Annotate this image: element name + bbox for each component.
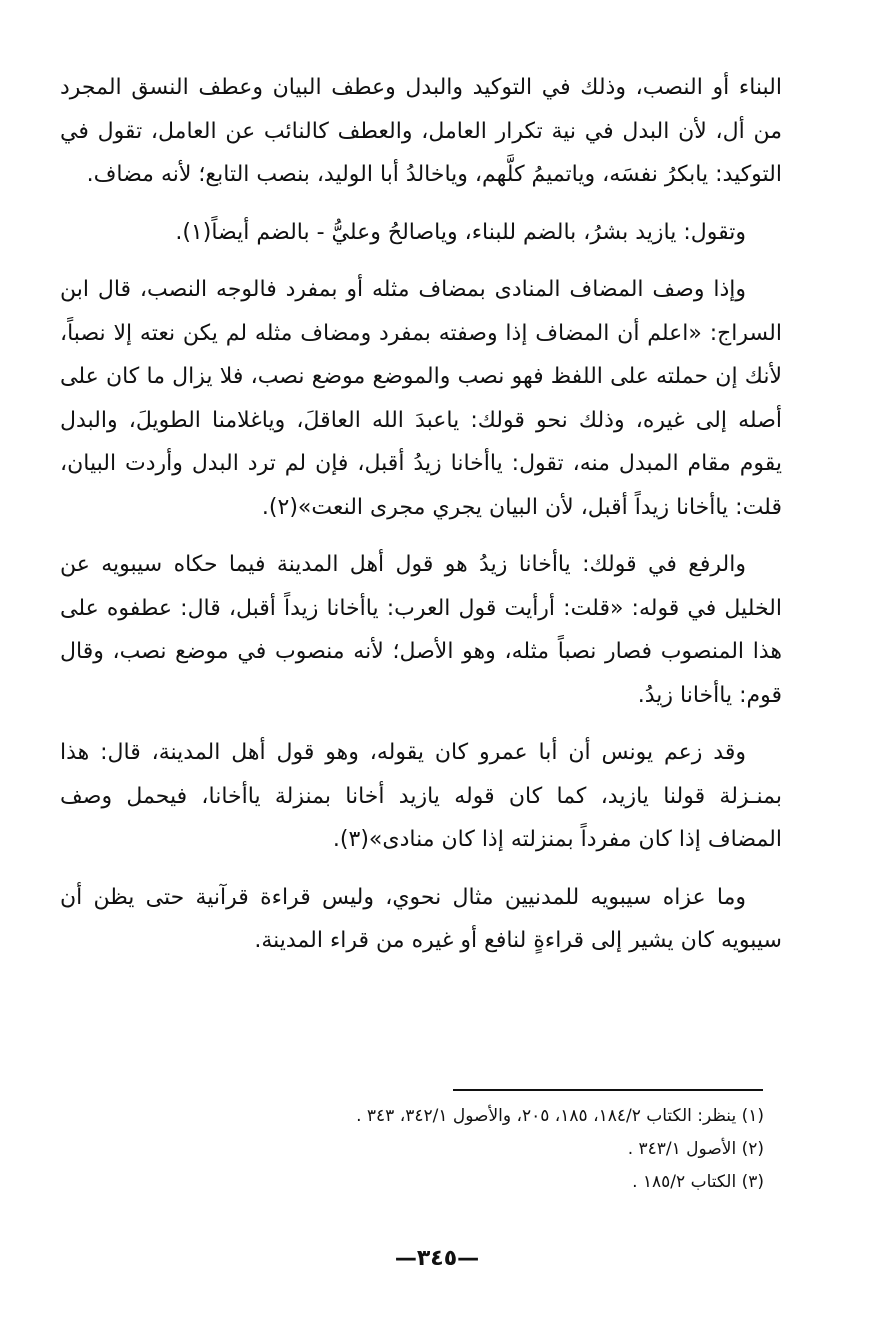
footnote: (١) ينظر: الكتاب ١٨٤/٢، ١٨٥، ٢٠٥، والأصول ٣٤٢/١، ٣٤٣ .: [356, 1106, 764, 1126]
paragraph: وإذا وصف المضاف المنادى بمضاف مثله أو بمفرد فالوجه النصب، قال ابن السراج: «اعلم أن المضاف إذا وصفته بمفرد ومضاف مثله لم يكن نعته إلا نصباً، لأنك إن حملته على اللفظ فهو نصب والموضع موضع نصب، فلا يزال ما كان على أصله إلى غيره، وذلك نحو قولك: ياعبدَ الله العاقلَ، وياغلامنا الطويلَ، والبدل يقوم مقام المبدل منه، تقول: ياأخانا زيدُ أقبل، فإن لم ترد البدل وأردت البيان، قلت: ياأخانا زيداً أقبل، لأن البيان يجري مجرى النعت»(٢).: [60, 277, 782, 520]
paragraph: وتقول: يازيد بشرُ، بالضم للبناء، وياصالحُ وعليُّ - بالضم أيضاً(١).: [175, 219, 746, 245]
main-text: [60, 66, 782, 977]
footnote: (٢) الأصول ٣٤٣/١ .: [627, 1139, 764, 1159]
page-number: —٣٤٥—: [394, 1246, 480, 1271]
footnote: (٣) الكتاب ١٨٥/٢ .: [632, 1172, 764, 1192]
paragraph: وقد زعم يونس أن أبا عمرو كان يقوله، وهو قول أهل المدينة، قال: هذا بمنـزلة قولنا يازيد، كما كان قوله يازيد أخانا بمنزلة ياأخانا، فيحمل وصف المضاف إذا كان مفرداً بمنزلته إذا كان منادى»(٣).: [60, 740, 782, 852]
paragraph: والرفع في قولك: ياأخانا زيدُ هو قول أهل المدينة فيما حكاه سيبويه عن الخليل في قوله: «قلت: أرأيت قول العرب: ياأخانا زيداً أقبل، قال: عطفوه على هذا المنصوب فصار نصباً مثله، وهو الأصل؛ لأنه منصوب في موضع نصب، وقال قوم: ياأخانا زيدُ.: [60, 552, 782, 708]
footnote-divider: [453, 1089, 763, 1091]
paragraph: وما عزاه سيبويه للمدنيين مثال نحوي، وليس قراءة قرآنية حتى يظن أن سيبويه كان يشير إلى قراءةٍ لنافع أو غيره من قراء المدينة.: [60, 884, 782, 953]
paragraph: البناء أو النصب، وذلك في التوكيد والبدل وعطف البيان وعطف النسق المجرد من أل، لأن البدل في نية تكرار العامل، والعطف كالنائب عن العامل، تقول في التوكيد: يابكرُ نفسَه، وياتميمُ كلَّهم، وياخالدُ أبا الوليد، بنصب التابع؛ لأنه مضاف.: [60, 75, 782, 187]
footnotes: [200, 1100, 764, 1199]
